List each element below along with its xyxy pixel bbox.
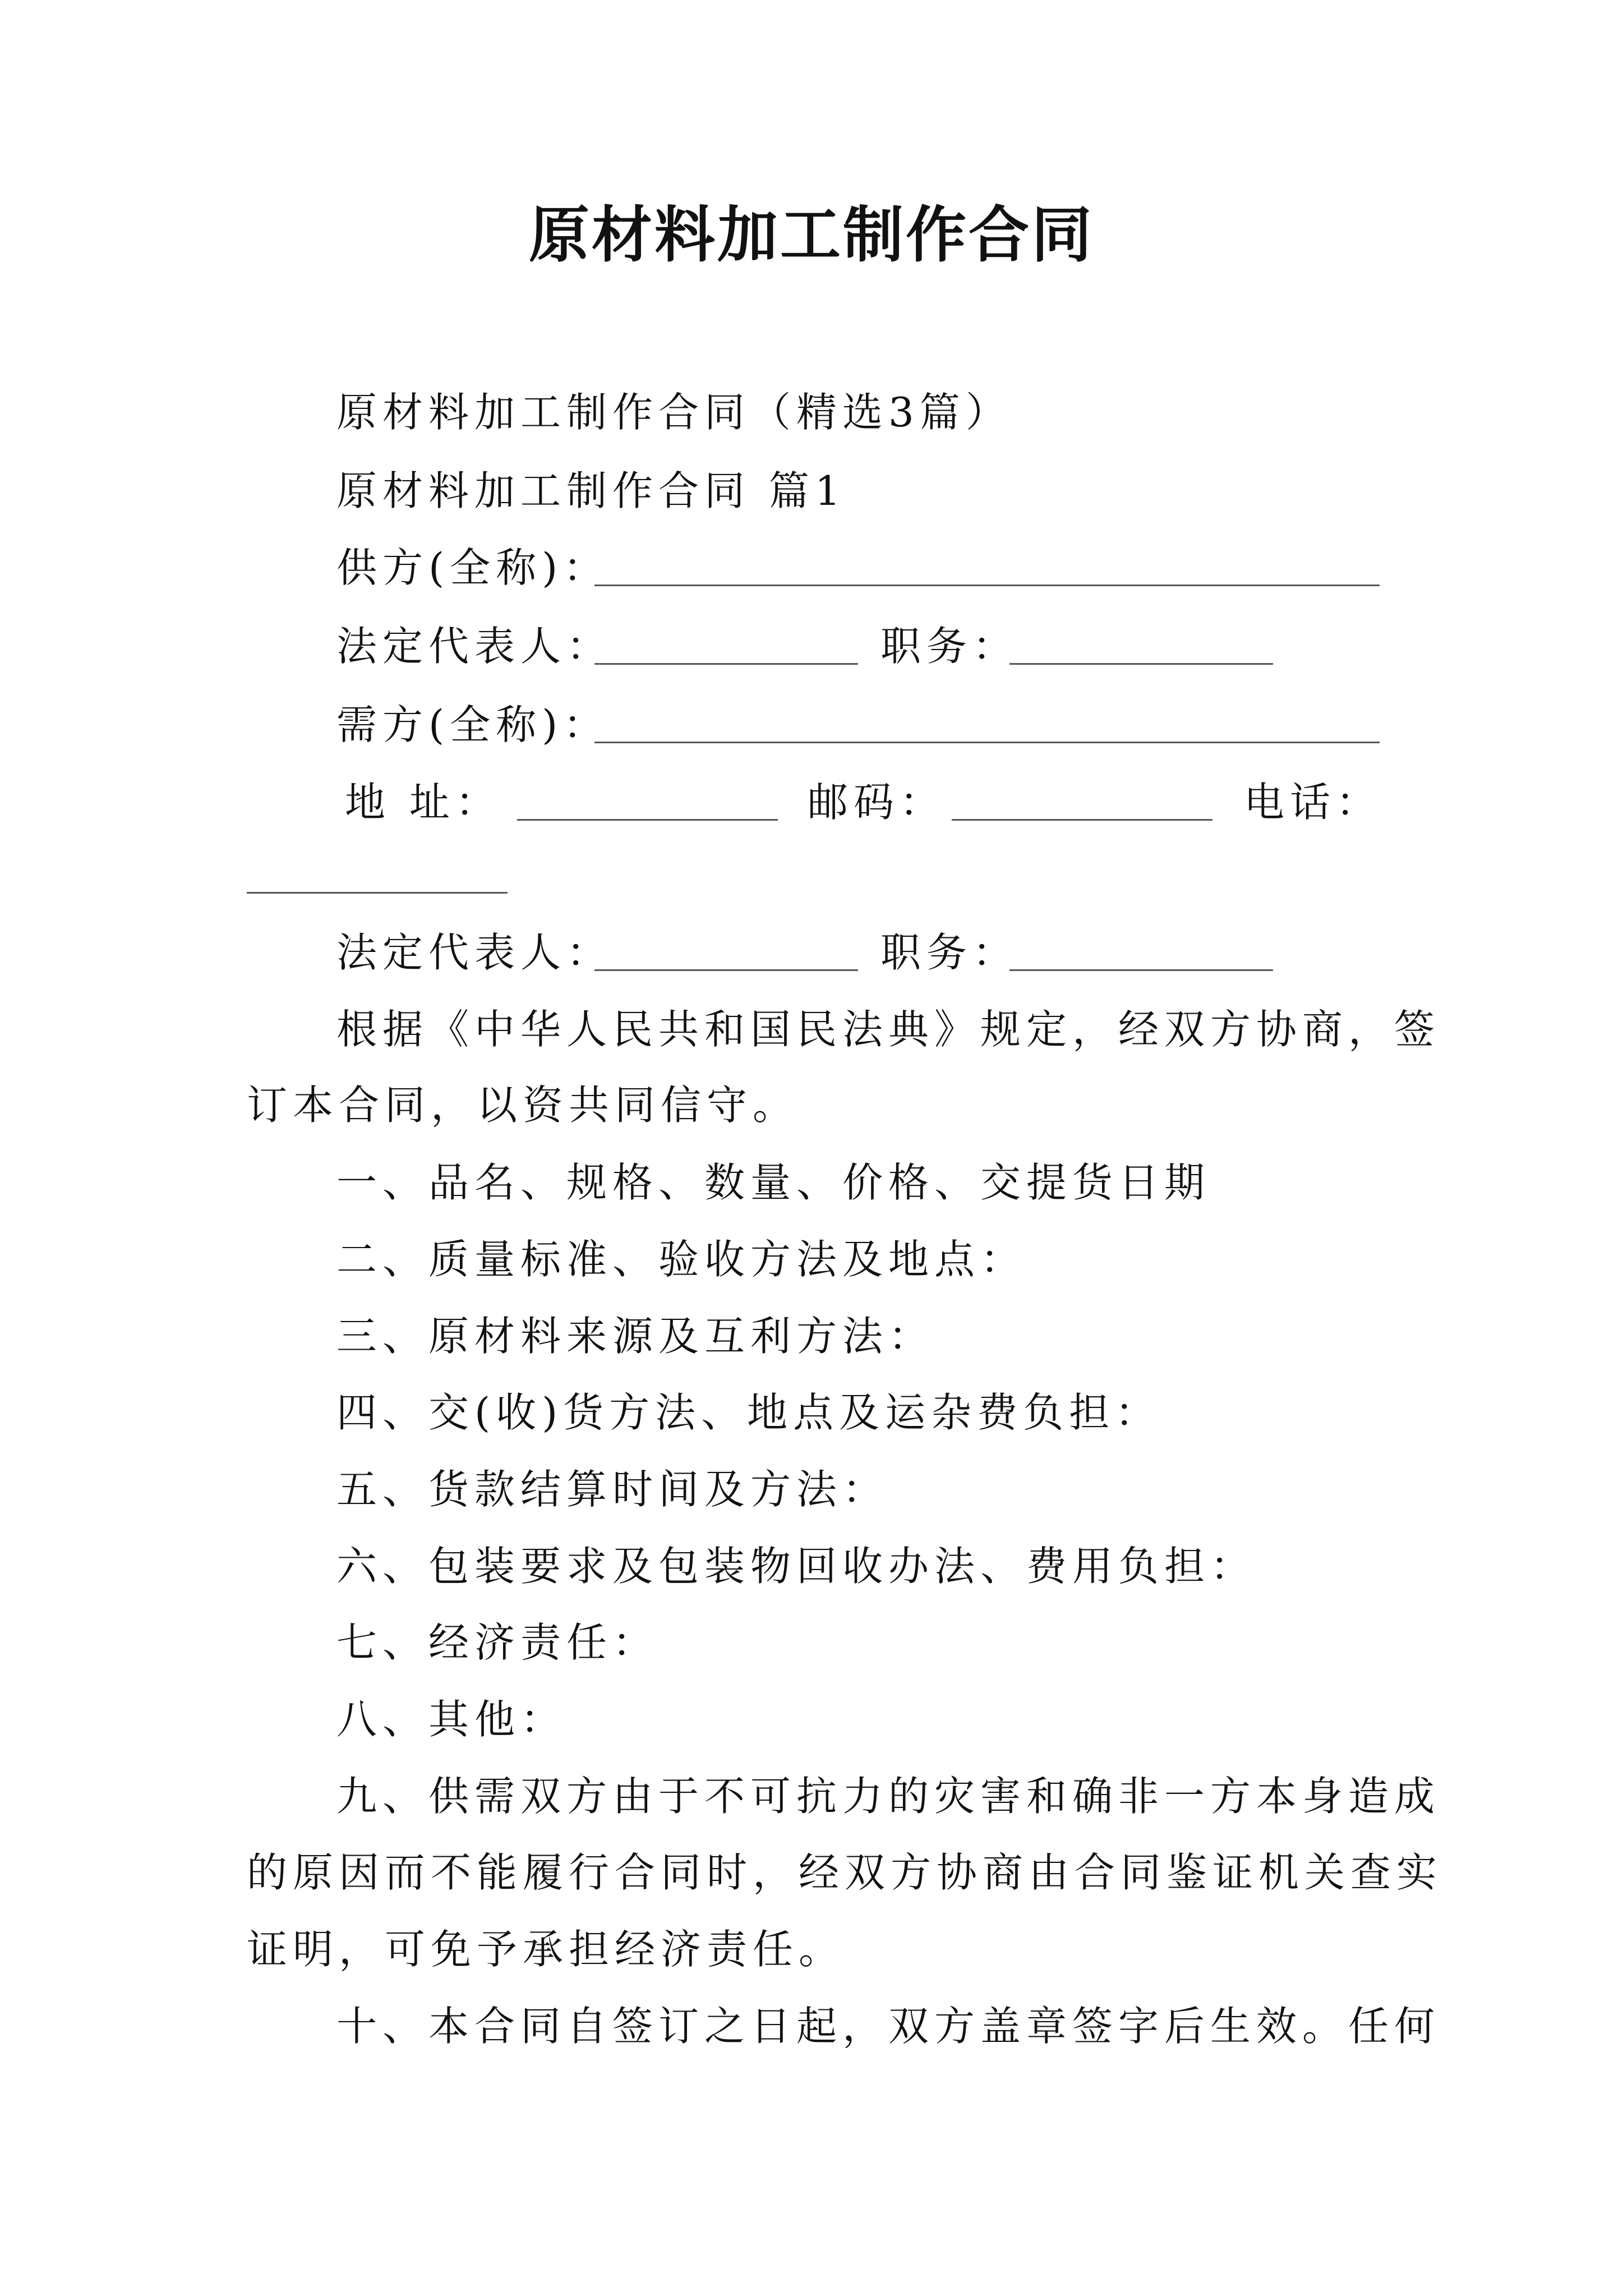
clause-5: 五、货款结算时间及方法： — [336, 1466, 889, 1513]
clause-9-line3: 证明，可免予承担经济责任。 — [247, 1926, 845, 1973]
supplier-position-blank[interactable] — [1009, 663, 1273, 665]
clause-2: 二、质量标准、验收方法及地点： — [336, 1236, 1027, 1283]
legal-rep-label-2: 法定代表人： — [336, 929, 613, 976]
clause-7: 七、经济责任： — [336, 1619, 659, 1666]
supplier-legal-rep-blank[interactable] — [594, 663, 858, 665]
subtitle: 原材料加工制作合同（精选3篇） — [336, 389, 1012, 436]
clause-9-line1: 九、供需双方由于不可抗力的灾害和确非一方本身造成 — [336, 1773, 1441, 1820]
part-heading: 原材料加工制作合同 篇1 — [336, 467, 846, 514]
clause-10-line1: 十、本合同自签订之日起，双方盖章签字后生效。任何 — [336, 2003, 1441, 2050]
basis-paragraph-line1: 根据《中华人民共和国民法典》规定，经双方协商，签 — [336, 1006, 1441, 1053]
clause-8: 八、其他： — [336, 1696, 567, 1743]
postcode-label: 邮码： — [808, 779, 946, 826]
buyer-label: 需方(全称)： — [336, 701, 610, 748]
basis-paragraph-line2: 订本合同，以资共同信守。 — [247, 1082, 799, 1129]
position-label: 职务： — [880, 623, 1019, 670]
clause-9-line2: 的原因而不能履行合同时，经双方协商由合同鉴证机关查实 — [247, 1849, 1443, 1896]
supplier-label: 供方(全称)： — [336, 544, 610, 591]
buyer-legal-rep-blank[interactable] — [594, 969, 858, 971]
phone-label: 电话： — [1244, 779, 1382, 826]
clause-6: 六、包装要求及包装物回收办法、费用负担： — [336, 1543, 1257, 1590]
clause-3: 三、原材料来源及互利方法： — [336, 1313, 935, 1360]
postcode-blank[interactable] — [952, 819, 1212, 821]
phone-blank[interactable] — [247, 892, 508, 894]
buyer-name-blank[interactable] — [594, 742, 1380, 743]
address-blank[interactable] — [517, 819, 778, 821]
supplier-name-blank[interactable] — [594, 585, 1380, 586]
clause-4: 四、交(收)货方法、地点及运杂费负担： — [336, 1389, 1161, 1436]
position-label-2: 职务： — [880, 929, 1019, 976]
address-label: 地 址： — [345, 779, 501, 826]
document-title: 原材料加工制作合同 — [528, 200, 1094, 270]
legal-rep-label: 法定代表人： — [336, 623, 613, 670]
clause-1: 一、品名、规格、数量、价格、交提货日期 — [336, 1159, 1211, 1206]
buyer-position-blank[interactable] — [1009, 969, 1273, 971]
